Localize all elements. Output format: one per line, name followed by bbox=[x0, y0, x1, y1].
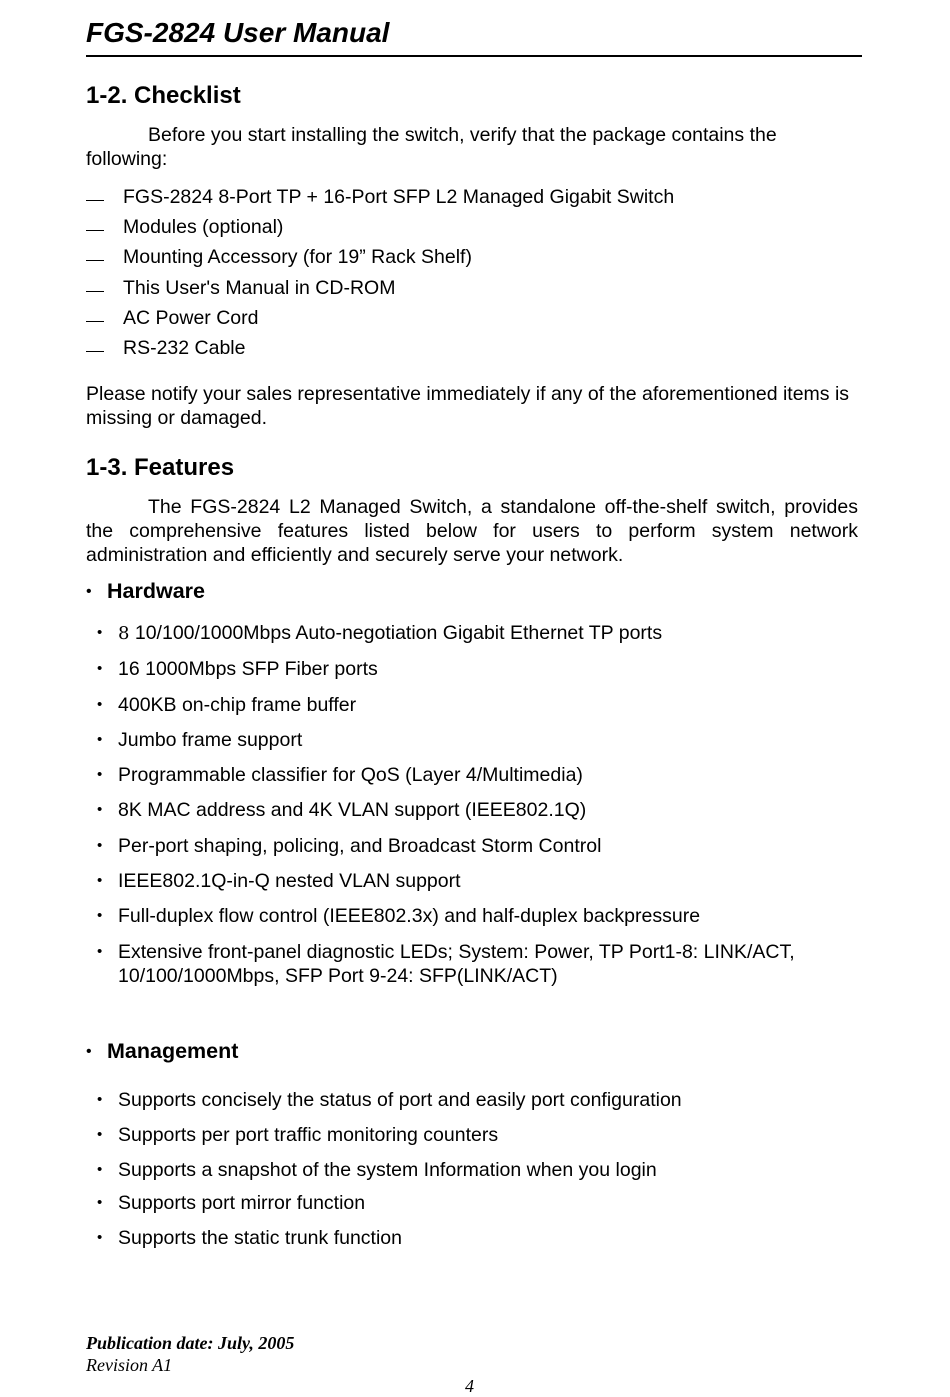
publication-date: Publication date: July, 2005 bbox=[86, 1333, 295, 1353]
checklist-item-text: Modules (optional) bbox=[123, 216, 284, 239]
checklist-item-text: AC Power Cord bbox=[123, 306, 259, 329]
bullet-icon: • bbox=[97, 660, 103, 678]
bullet-icon: • bbox=[97, 836, 103, 854]
bullet-icon: • bbox=[97, 624, 103, 641]
hardware-heading bbox=[86, 579, 205, 604]
hardware-item bbox=[97, 657, 857, 681]
header-divider bbox=[86, 55, 862, 57]
management-item-text: Supports concisely the status of port and easily port configuration bbox=[118, 1089, 682, 1111]
management-heading bbox=[86, 1039, 238, 1064]
hardware-item-text: IEEE802.1Q-in-Q nested VLAN support bbox=[118, 870, 461, 893]
dash-marker bbox=[86, 291, 104, 292]
checklist-notice: Please notify your sales representative immediately if any of the aforementioned items is missing or damaged. bbox=[86, 383, 850, 429]
page-number: 4 bbox=[465, 1376, 474, 1396]
hardware-heading-text: Hardware bbox=[107, 579, 205, 603]
hardware-item bbox=[97, 834, 857, 858]
management-item-text: Supports the static trunk function bbox=[118, 1227, 402, 1249]
checklist-heading: 1-2. Checklist bbox=[86, 82, 241, 109]
checklist-item bbox=[86, 182, 846, 212]
bullet-icon: • bbox=[86, 1043, 92, 1060]
hardware-item-text: 10/100/1000Mbps Auto-negotiation Gigabit Ethernet TP ports bbox=[129, 622, 663, 644]
checklist-list bbox=[86, 182, 846, 363]
dash-marker bbox=[86, 230, 104, 231]
checklist-item-text: FGS-2824 8-Port TP + 16-Port SFP L2 Managed Gigabit Switch bbox=[123, 186, 675, 208]
management-item bbox=[97, 1191, 857, 1215]
bullet-icon: • bbox=[86, 583, 92, 600]
checklist-item bbox=[86, 212, 846, 242]
hardware-item-text: Extensive front-panel diagnostic LEDs; System: Power, TP Port1-8: LINK/ACT, 10/100/1000Mbps, SFP Port 9-24: SFP(LINK/ACT) bbox=[118, 940, 795, 987]
port-count: 8 bbox=[118, 623, 130, 644]
checklist-item bbox=[86, 333, 846, 363]
checklist-intro bbox=[86, 123, 858, 171]
management-item bbox=[97, 1088, 857, 1112]
management-heading-text: Management bbox=[107, 1039, 239, 1063]
management-item-text: Supports per port traffic monitoring counters bbox=[118, 1124, 499, 1146]
hardware-item-text: Jumbo frame support bbox=[118, 728, 303, 751]
features-intro bbox=[86, 495, 858, 567]
revision-label: Revision A1 bbox=[86, 1355, 173, 1375]
bullet-icon: • bbox=[97, 1161, 103, 1178]
features-intro-text: The FGS-2824 L2 Managed Switch, a standalone off-the-shelf switch, provides the comprehensive features listed below for users to perform system network administration and efficiently and securely serve your network. bbox=[86, 496, 858, 566]
checklist-item-text: Mounting Accessory (for 19” Rack Shelf) bbox=[123, 246, 472, 269]
management-item-text: Supports a snapshot of the system Information when you login bbox=[118, 1159, 657, 1181]
management-item bbox=[97, 1226, 857, 1250]
hardware-item-text: 400KB on-chip frame buffer bbox=[118, 693, 357, 716]
checklist-item bbox=[86, 303, 846, 333]
management-item-text: Supports port mirror function bbox=[118, 1192, 366, 1214]
bullet-icon: • bbox=[97, 801, 103, 819]
checklist-item bbox=[86, 273, 846, 303]
hardware-item-text: 16 1000Mbps SFP Fiber ports bbox=[118, 658, 378, 681]
bullet-icon: • bbox=[97, 942, 103, 960]
dash-marker bbox=[86, 321, 104, 322]
management-item bbox=[97, 1123, 857, 1147]
dash-marker bbox=[86, 351, 104, 352]
dash-marker bbox=[86, 200, 104, 201]
hardware-list bbox=[97, 621, 857, 999]
dash-marker bbox=[86, 260, 104, 261]
bullet-icon: • bbox=[97, 872, 103, 890]
hardware-item bbox=[97, 621, 857, 646]
hardware-item bbox=[97, 763, 857, 787]
bullet-icon: • bbox=[97, 1091, 103, 1108]
hardware-item bbox=[97, 728, 857, 752]
hardware-item bbox=[97, 904, 857, 928]
bullet-icon: • bbox=[97, 695, 103, 713]
checklist-intro-text: Before you start installing the switch, verify that the package contains the following: bbox=[86, 124, 777, 170]
bullet-icon: • bbox=[97, 907, 103, 925]
bullet-icon: • bbox=[97, 730, 103, 748]
hardware-item bbox=[97, 940, 857, 988]
checklist-item-text: RS-232 Cable bbox=[123, 336, 246, 359]
checklist-item-text: This User's Manual in CD-ROM bbox=[123, 276, 396, 299]
bullet-icon: • bbox=[97, 1126, 103, 1143]
management-list bbox=[97, 1088, 857, 1261]
bullet-icon: • bbox=[97, 1194, 103, 1211]
hardware-item-text: Programmable classifier for QoS (Layer 4/Multimedia) bbox=[118, 764, 583, 787]
features-heading: 1-3. Features bbox=[86, 454, 235, 481]
hardware-item-text: Full-duplex flow control (IEEE802.3x) and half-duplex backpressure bbox=[118, 905, 701, 928]
checklist-item bbox=[86, 242, 846, 272]
hardware-item bbox=[97, 798, 857, 822]
hardware-item-text: Per-port shaping, policing, and Broadcast Storm Control bbox=[118, 834, 602, 857]
document-title: FGS-2824 User Manual bbox=[86, 17, 390, 48]
hardware-item bbox=[97, 693, 857, 717]
hardware-item bbox=[97, 869, 857, 893]
bullet-icon: • bbox=[97, 1229, 103, 1246]
hardware-item-text: 8K MAC address and 4K VLAN support (IEEE802.1Q) bbox=[118, 799, 587, 822]
bullet-icon: • bbox=[97, 766, 103, 784]
management-item bbox=[97, 1158, 857, 1182]
